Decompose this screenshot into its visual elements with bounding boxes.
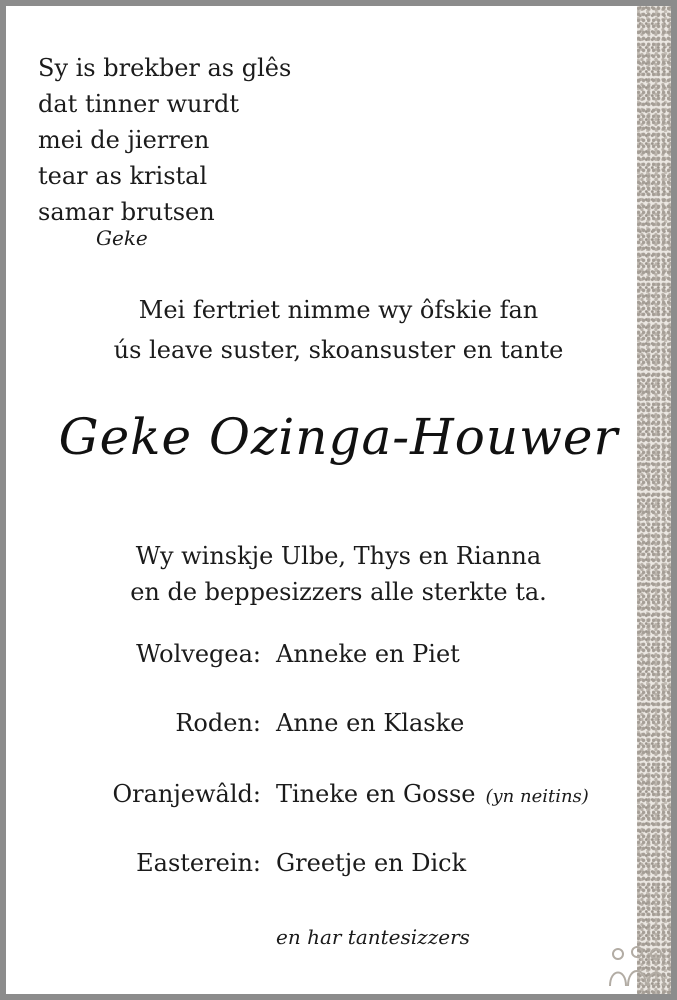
family-names bbox=[276, 849, 466, 877]
decorative-speckle-border bbox=[637, 6, 671, 994]
poem-line: tear as kristal bbox=[38, 162, 208, 190]
family-note: (yn neitins) bbox=[485, 786, 589, 807]
family-names bbox=[276, 780, 589, 808]
wish-line-1: Wy winskje Ulbe, Thys en Rianna bbox=[135, 542, 542, 570]
poem-line: Sy is brekber as glês bbox=[38, 54, 292, 82]
family-row bbox=[0, 709, 677, 749]
announcement-line-1: Mei fertriet nimme wy ôfskie fan bbox=[138, 296, 539, 324]
family-place: Wolvegea: bbox=[136, 640, 261, 668]
family-names-text: Anne en Klaske bbox=[276, 709, 465, 737]
poem-line: dat tinner wurdt bbox=[38, 90, 239, 118]
poem bbox=[38, 50, 291, 230]
poem-author: Geke bbox=[96, 226, 148, 250]
closing-text: en har tantesizzers bbox=[276, 925, 470, 949]
family-place: Roden: bbox=[175, 709, 261, 737]
family-names-text: Greetje en Dick bbox=[276, 849, 467, 877]
family-row bbox=[0, 640, 677, 680]
deceased-name: Geke Ozinga-Houwer bbox=[58, 408, 619, 466]
family-row bbox=[0, 849, 677, 889]
poem-line: mei de jierren bbox=[38, 126, 210, 154]
family-place: Oranjewâld: bbox=[112, 780, 261, 808]
family-row bbox=[0, 780, 677, 820]
family-names-text: Anneke en Piet bbox=[276, 640, 460, 668]
family-names bbox=[276, 709, 464, 737]
poem-line: samar brutsen bbox=[38, 198, 215, 226]
family-names-text: Tineke en Gosse bbox=[276, 780, 476, 808]
announcement-line-2: ús leave suster, skoansuster en tante bbox=[113, 336, 564, 364]
wish-line-2: en de beppesizzers alle sterkte ta. bbox=[130, 578, 547, 606]
family-names bbox=[276, 640, 460, 668]
family-icon bbox=[606, 942, 668, 988]
family-place: Easterein: bbox=[136, 849, 261, 877]
